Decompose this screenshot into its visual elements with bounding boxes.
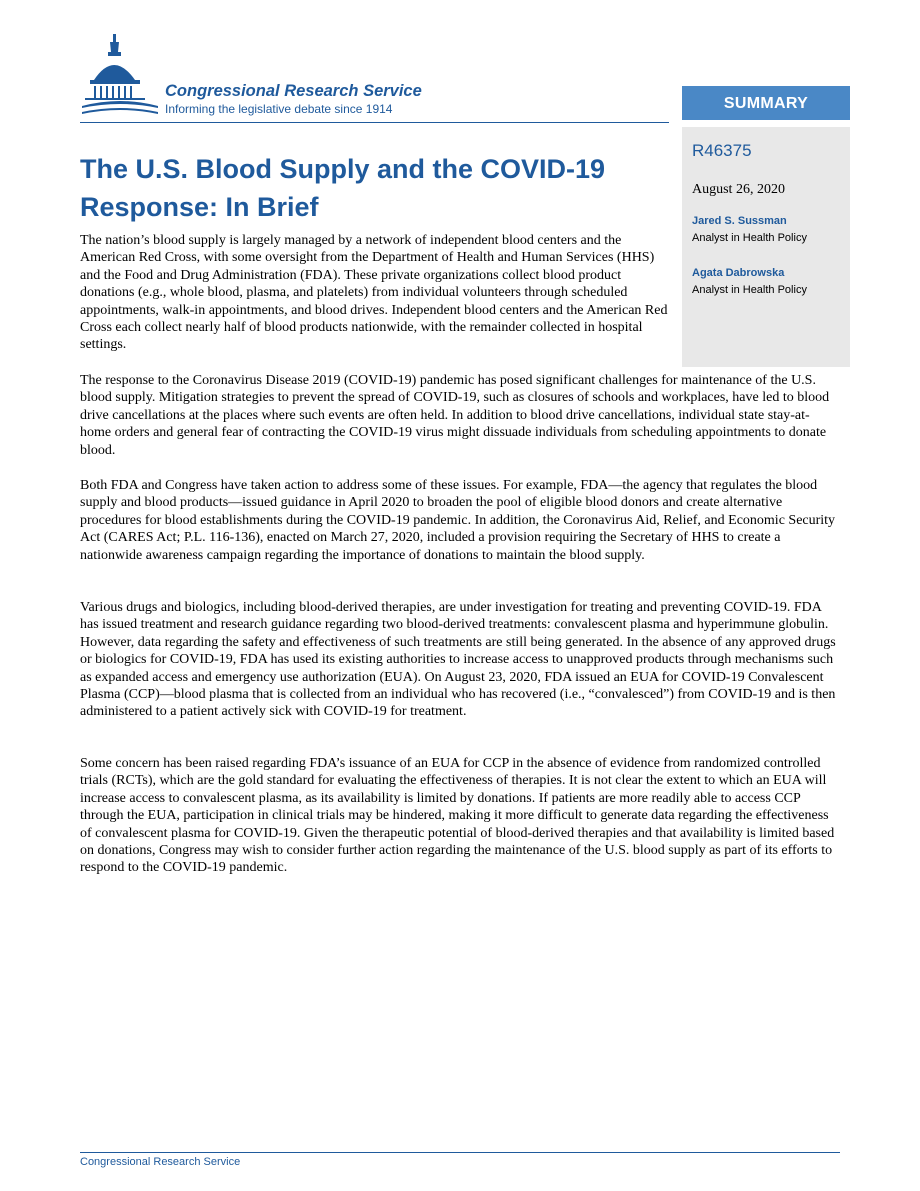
summary-label: SUMMARY	[682, 86, 850, 120]
author-title: Analyst in Health Policy	[692, 232, 807, 244]
report-title: The U.S. Blood Supply and the COVID-19 Response: In Brief	[80, 154, 606, 222]
body-paragraph: Various drugs and biologics, including blood-derived therapies, are under investigation for treating and preventing COVID-19. FDA has issued treatment and research guidance regarding two blood-derived treatments: convalescent plasma and hyperimmune globulin. However, data regarding the safety and effectiveness of such treatments are still being generated. In the absence of any approved drugs or biologics for COVID-19, FDA has used its existing authorities to increase access to unapproved products through mechanisms such as expanded access and emergency use authorization (EUA). On August 23, 2020, FDA issued an EUA for COVID-19 Convalescent Plasma (CCP)—blood plasma that is collected from an individual who has recovered (i.e., “convalesced”) from COVID-19 and is then administered to a patient actively sick with COVID-19 for treatment.	[80, 600, 836, 720]
footer-divider	[80, 1152, 840, 1153]
footer-text: Congressional Research Service	[80, 1156, 241, 1168]
org-tagline: Informing the legislative debate since 1914	[165, 102, 393, 116]
crs-logo	[80, 30, 480, 125]
summary-sidebar	[682, 127, 850, 367]
author-name[interactable]: Jared S. Sussman	[692, 215, 787, 227]
capitol-dome-icon	[80, 30, 160, 125]
header-divider	[80, 122, 669, 123]
body-paragraph: Some concern has been raised regarding FDA’s issuance of an EUA for CCP in the absence of evidence from randomized controlled trials (RCTs), which are the gold standard for evaluating the effectiveness of therapies. It is not clear the extent to which an EUA will increase access to convalescent plasma, as its availability is limited by donations. If patients are more readily able to access CCP through the EUA, participation in clinical trials may be hindered, making it more difficult to generate data regarding the effectiveness of convalescent plasma for COVID-19. Given the therapeutic potential of blood-derived therapies and that availability is limited based on donations, Congress may wish to consider further action regarding the maintenance of the U.S. blood supply as part of its efforts to respond to the COVID-19 pandemic.	[80, 756, 835, 876]
author-block	[692, 265, 840, 299]
body-paragraph: The nation’s blood supply is largely managed by a network of independent blood centers and the American Red Cross, with some oversight from the Department of Health and Human Services (HHS) and the Food and Drug Administration (FDA). These private organizations collect blood product donations (e.g., whole blood, plasma, and platelets) from individual volunteers through scheduled appointments, walk-in appointments, and blood drives. Independent blood centers and the American Red Cross each collect nearly half of blood products nationwide, with the remainder collected in hospital settings.	[80, 233, 668, 353]
body-paragraph: Both FDA and Congress have taken action to address some of these issues. For example, FDA—the agency that regulates the blood supply and blood products—issued guidance in April 2020 to broaden the pool of eligible blood donors and create alternative procedures for blood establishments during the COVID-19 pandemic. In addition, the Coronavirus Aid, Relief, and Economic Security Act (CARES Act; P.L. 116-136), enacted on March 27, 2020, included a provision requiring the Secretary of HHS to create a nationwide awareness campaign regarding the importance of donations to maintain the blood supply.	[80, 478, 836, 563]
org-name: Congressional Research Service	[165, 82, 422, 100]
author-title: Analyst in Health Policy	[692, 284, 807, 296]
author-name[interactable]: Agata Dabrowska	[692, 267, 785, 279]
report-date: August 26, 2020	[692, 182, 785, 197]
body-paragraph: The response to the Coronavirus Disease 2019 (COVID-19) pandemic has posed significant challenges for maintenance of the U.S. blood supply. Mitigation strategies to prevent the spread of COVID-19, such as closures of schools and workplaces, have led to blood drive cancellations at the places where such events are often held. In addition to blood drive cancellations, individual state stay-at-home orders and general fear of contracting the COVID-19 virus might dissuade individuals from scheduling appointments to donate blood.	[80, 373, 830, 458]
report-number: R46375	[692, 141, 752, 160]
author-block	[692, 213, 840, 247]
